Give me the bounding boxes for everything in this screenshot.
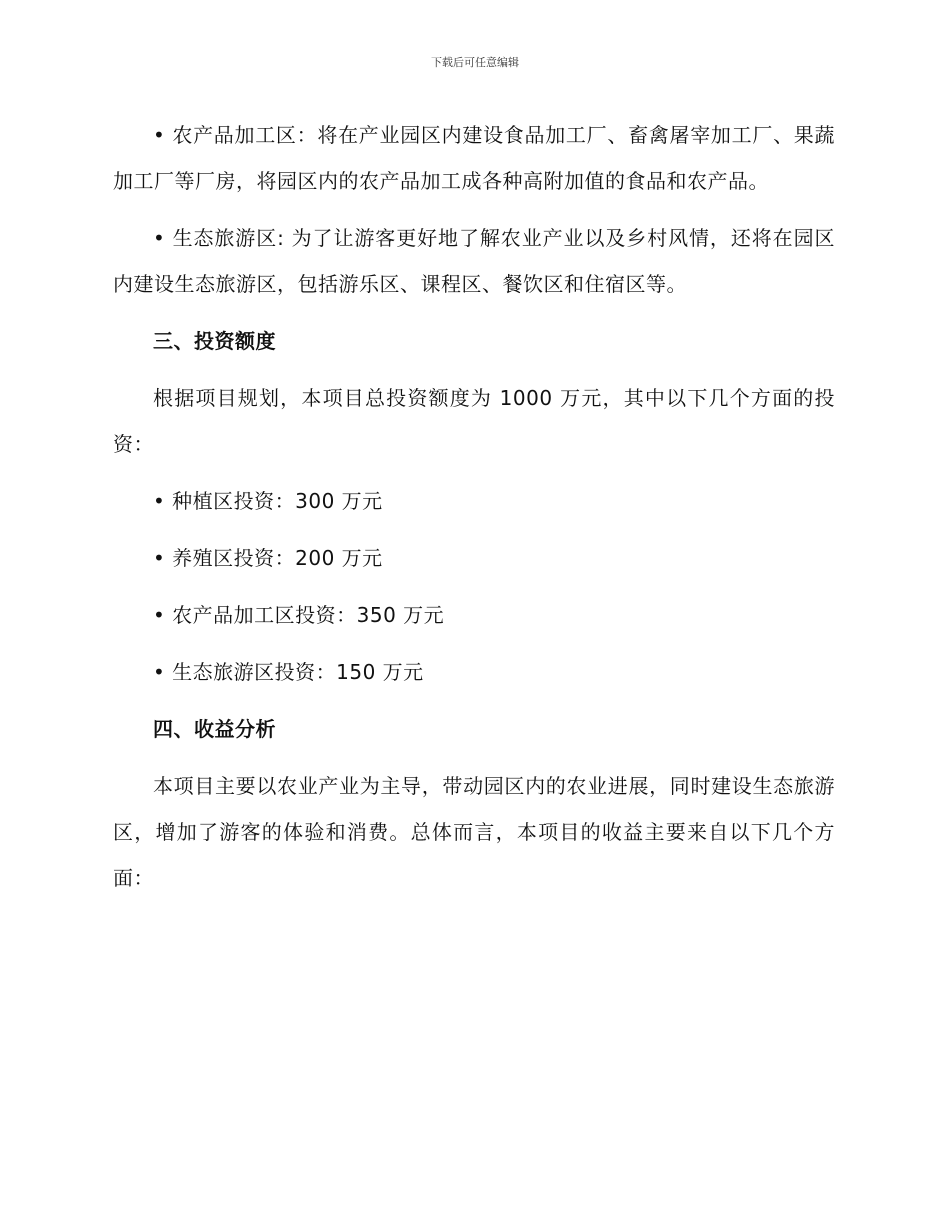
section-heading-revenue: 四、收益分析	[153, 717, 276, 741]
list-item-processing-investment: • 农产品加工区投资：350 万元	[153, 603, 445, 627]
list-item-tourism-investment: • 生态旅游区投资：150 万元	[153, 660, 424, 684]
paragraph-revenue-intro: 本项目主要以农业产业为主导，带动园区内的农业进展，同时建设生态旅游区，增加了游客的体验和消费。总体而言，本项目的收益主要来自以下几个方面：	[113, 774, 835, 890]
header-note: 下载后可任意编辑	[431, 56, 519, 69]
document-body	[113, 112, 835, 912]
list-item-breeding-investment: • 养殖区投资：200 万元	[153, 546, 383, 570]
paragraph-processing-zone: • 农产品加工区：将在产业园区内建设食品加工厂、畜禽屠宰加工厂、果蔬加工厂等厂房，将园区内的农产品加工成各种高附加值的食品和农产品。	[113, 123, 835, 193]
list-item-planting-investment: • 种植区投资：300 万元	[153, 489, 383, 513]
section-heading-investment: 三、投资额度	[153, 329, 276, 353]
paragraph-eco-tourism-zone: • 生态旅游区: 为了让游客更好地了解农业产业以及乡村风情，还将在园区内建设生态旅游区，包括游乐区、课程区、餐饮区和住宿区等。	[113, 226, 835, 296]
paragraph-investment-intro: 根据项目规划，本项目总投资额度为 1000 万元，其中以下几个方面的投资：	[113, 386, 835, 456]
